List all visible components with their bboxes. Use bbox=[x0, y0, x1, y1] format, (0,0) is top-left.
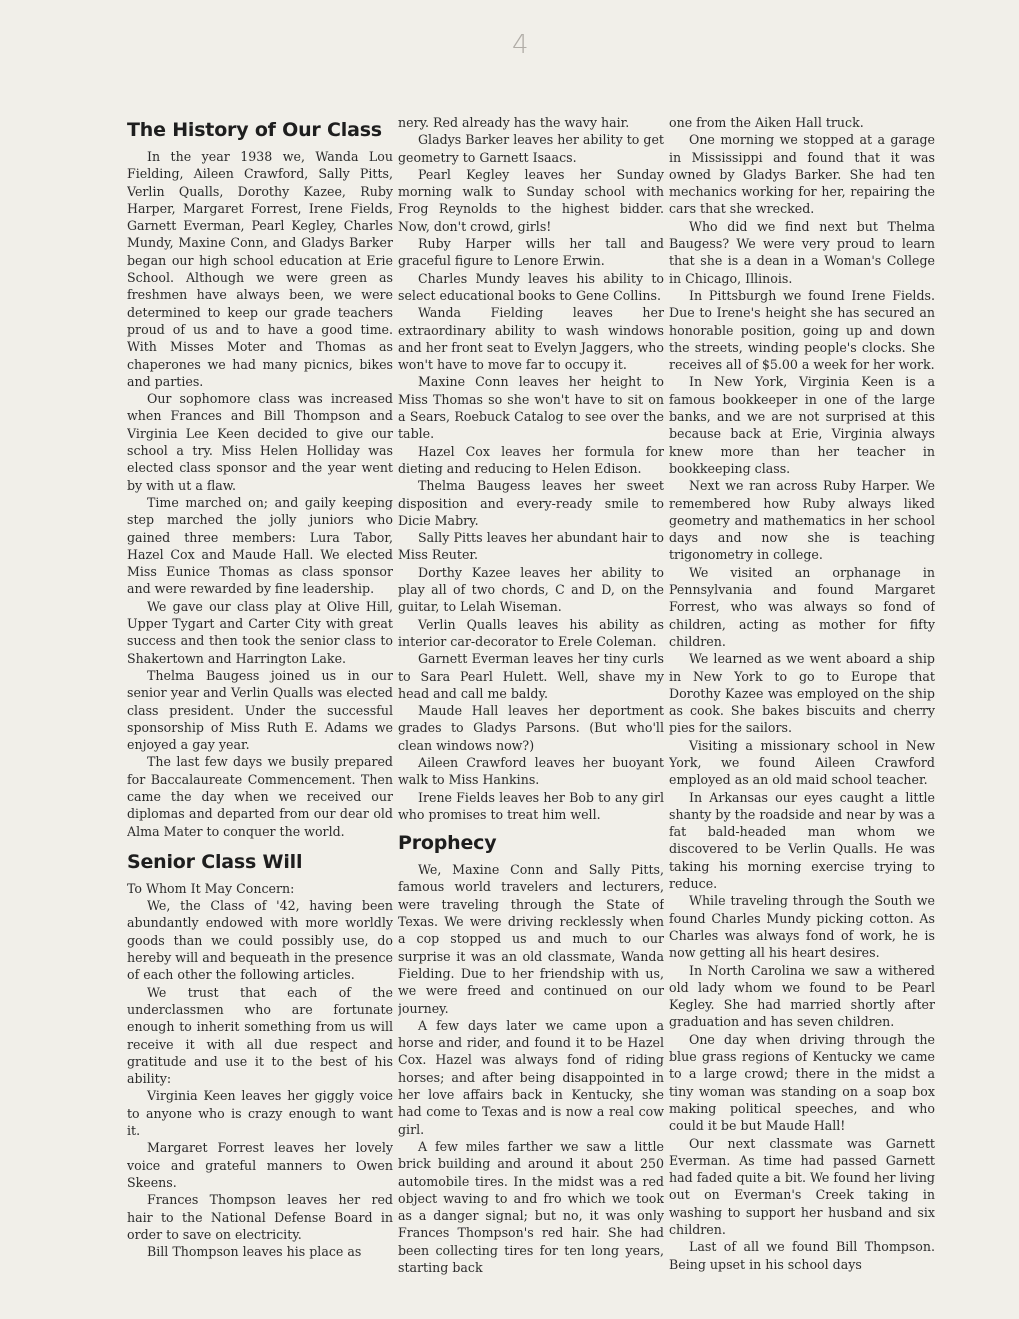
will-paragraph: Garnett Everman leaves her tiny curls to Sara Pearl Hulett. Well, shave my head and call me baldy. bbox=[398, 651, 664, 701]
prophecy-title: Prophecy bbox=[398, 832, 497, 855]
will-paragraph: Virginia Keen leaves her giggly voice to anyone who is crazy enough to want it. bbox=[127, 1088, 393, 1139]
prophecy-paragraph: Next we ran across Ruby Harper. We remembered how Ruby always liked geometry and mathematics in her school days and now she is teaching trigonometry in college. bbox=[669, 478, 935, 563]
will-salutation: To Whom It May Concern: bbox=[127, 880, 295, 896]
will-paragraph: Irene Fields leaves her Bob to any girl who promises to treat him well. bbox=[398, 789, 664, 822]
prophecy-paragraph: One morning we stopped at a garage in Mississippi and found that it was owned by Gladys Barker. She had ten mechanics working for her, repairing the cars that she wrecked. bbox=[669, 132, 935, 217]
will-paragraph: Maude Hall leaves her deportment grades to Gladys Parsons. (But who'll clean windows now?) bbox=[398, 703, 664, 753]
prophecy-paragraph: Our next classmate was Garnett Everman. As time had passed Garnett had faded quite a bit. We found her living out on Everman's Creek taking in washing to support her husband and six children. bbox=[669, 1135, 935, 1237]
will-paragraph: Ruby Harper wills her tall and graceful figure to Lenore Erwin. bbox=[398, 236, 664, 269]
page-number: 4 bbox=[512, 30, 529, 60]
prophecy-paragraph: We, Maxine Conn and Sally Pitts, famous world travelers and lecturers, were traveling through the State of Texas. We were driving recklessly when a cop stopped us and much to our surprise it was an old classmate, Wanda Fielding. Due to her friendship with us, we were freed and continued on our journey. bbox=[398, 862, 664, 1016]
will-paragraph: Pearl Kegley leaves her Sunday morning walk to Sunday school with Frog Reynolds to the highest bidder. Now, don't crowd, girls! bbox=[398, 166, 664, 234]
prophecy-paragraph: A few miles farther we saw a little brick building and around it about 250 automobile tires. In the midst was a red object waving to and fro which we took as a danger signal; but no, it was only Frances Thompson's red hair. She had been collecting tires for ten long years, starting back bbox=[398, 1138, 664, 1275]
will-paragraph: We trust that each of the underclassmen who are fortunate enough to inherit something from us will receive it with all due respect and gratitude and use it to the best of his ability: bbox=[127, 984, 393, 1087]
prophecy-paragraph: In North Carolina we saw a withered old lady whom we found to be Pearl Kegley. She had married shortly after graduation and has seven children. bbox=[669, 962, 935, 1030]
will-paragraph: Maxine Conn leaves her height to Miss Thomas so she won't have to sit on a Sears, Roebuck Catalog to see over the table. bbox=[398, 374, 664, 442]
history-paragraph: Time marched on; and gaily keeping step marched the jolly juniors who gained three members: Lura Tabor, Hazel Cox and Maude Hall. We elected Miss Eunice Thomas as class sponsor and were rewarded by fine leadership. bbox=[127, 494, 393, 597]
prophecy-paragraph: one from the Aiken Hall truck. bbox=[669, 115, 864, 130]
prophecy-paragraph: Visiting a missionary school in New York, we found Aileen Crawford employed as an old maid school teacher. bbox=[669, 737, 935, 788]
history-paragraph: Our sophomore class was increased when Frances and Bill Thompson and Virginia Lee Keen decided to give our school a try. Miss Helen Holliday was elected class sponsor and the year went by with ut a flaw. bbox=[127, 391, 393, 493]
prophecy-paragraph: A few days later we came upon a horse and rider, and found it to be Hazel Cox. Hazel was always fond of riding horses; and after being disappointed in her love affairs back in Kentucky, she had come to Texas and is now a real cow girl. bbox=[398, 1017, 664, 1137]
prophecy-paragraph: We visited an orphanage in Pennsylvania and found Margaret Forrest, who was always so fond of children, acting as mother for fifty children. bbox=[669, 564, 935, 649]
will-paragraph: Sally Pitts leaves her abundant hair to Miss Reuter. bbox=[398, 530, 664, 563]
will-paragraph: Margaret Forrest leaves her lovely voice and grateful manners to Owen Skeens. bbox=[127, 1140, 393, 1190]
prophecy-paragraph: In Pittsburgh we found Irene Fields. Due to Irene's height she has secured an honorable position, going up and down the streets, winding people's clocks. She receives all of $5.00 a week for her work. bbox=[669, 287, 935, 373]
will-paragraph: Hazel Cox leaves her formula for dieting and reducing to Helen Edison. bbox=[398, 443, 664, 476]
column-3 bbox=[669, 114, 935, 1319]
history-title: The History of Our Class bbox=[127, 119, 382, 141]
column-1 bbox=[127, 114, 393, 1319]
will-paragraph: Bill Thompson leaves his place as bbox=[147, 1244, 362, 1260]
history-paragraph: Thelma Baugess joined us in our senior year and Verlin Qualls was elected class president. Under the successful sponsorship of Miss Ruth E. Adams we enjoyed a gay year. bbox=[127, 667, 393, 753]
prophecy-paragraph: In New York, Virginia Keen is a famous bookkeeper in one of the large banks, and we are not surprised at this because back at Erie, Virginia always knew more than her teacher in bookkeeping class. bbox=[669, 374, 935, 476]
will-paragraph: Aileen Crawford leaves her buoyant walk to Miss Hankins. bbox=[398, 754, 664, 788]
will-paragraph: We, the Class of '42, having been abundantly endowed with more worldly goods than we could possibly use, do hereby will and bequeath in the presence of each other the following articles. bbox=[127, 898, 393, 983]
will-title: Senior Class Will bbox=[127, 850, 303, 873]
will-paragraph: Gladys Barker leaves her ability to get geometry to Garnett Isaacs. bbox=[398, 132, 664, 165]
history-paragraph: We gave our class play at Olive Hill, Upper Tygart and Carter City with great success and then took the senior class to Shakertown and Harrington Lake. bbox=[127, 598, 393, 666]
prophecy-paragraph: While traveling through the South we found Charles Mundy picking cotton. As Charles was always fond of work, he is now getting all his heart desires. bbox=[669, 893, 935, 961]
will-paragraph: Wanda Fielding leaves her extraordinary ability to wash windows and her front seat to Evelyn Jaggers, who won't have to move far to occupy it. bbox=[398, 305, 664, 373]
will-paragraph: Thelma Baugess leaves her sweet disposition and every-ready smile to Dicie Mabry. bbox=[398, 478, 664, 528]
prophecy-paragraph: Who did we find next but Thelma Baugess? We were very proud to learn that she is a dean in a Woman's College in Chicago, Illinois. bbox=[669, 218, 935, 286]
prophecy-paragraph: In Arkansas our eyes caught a little shanty by the roadside and near by was a fat bald-headed man whom we discovered to be Verlin Qualls. He was taking his morning exercise trying to reduce. bbox=[669, 789, 935, 892]
will-paragraph: Frances Thompson leaves her red hair to the National Defense Board in order to save on electricity. bbox=[127, 1192, 393, 1242]
will-paragraph: Verlin Qualls leaves his ability as interior car-decorator to Erele Coleman. bbox=[398, 616, 664, 649]
prophecy-paragraph: We learned as we went aboard a ship in New York to go to Europe that Dorothy Kazee was employed on the ship as cook. She bakes biscuits and cherry pies for the sailors. bbox=[669, 651, 935, 736]
prophecy-paragraph: One day when driving through the blue grass regions of Kentucky we came to a large crowd; there in the midst a tiny woman was standing on a soap box making political speeches, and who could it be but Maude Hall! bbox=[669, 1031, 935, 1134]
history-paragraph: In the year 1938 we, Wanda Lou Fielding, Aileen Crawford, Sally Pitts, Verlin Qualls, Dorothy Kazee, Ruby Harper, Margaret Forrest, Irene Fields, Garnett Everman, Pearl Kegley, Charles Mundy, Maxine Conn, and Gladys Barker began our high school education at Erie School. Although we were green as freshmen have always been, we were determined to keep our grade teachers proud of us and to have a good time. With Misses Moter and Thomas as chaperones we had many picnics, bikes and parties. bbox=[127, 149, 393, 389]
will-paragraph: nery. Red already has the wavy hair. bbox=[398, 115, 630, 130]
column-2 bbox=[398, 114, 664, 1319]
history-paragraph: The last few days we busily prepared for Baccalaureate Commencement. Then came the day when we received our diplomas and departed from our dear old Alma Mater to conquer the world. bbox=[127, 754, 393, 839]
will-paragraph: Dorthy Kazee leaves her ability to play all of two chords, C and D, on the guitar, to Lelah Wiseman. bbox=[398, 564, 664, 615]
will-paragraph: Charles Mundy leaves his ability to select educational books to Gene Collins. bbox=[398, 270, 664, 303]
prophecy-paragraph: Last of all we found Bill Thompson. Being upset in his school days bbox=[669, 1239, 935, 1272]
